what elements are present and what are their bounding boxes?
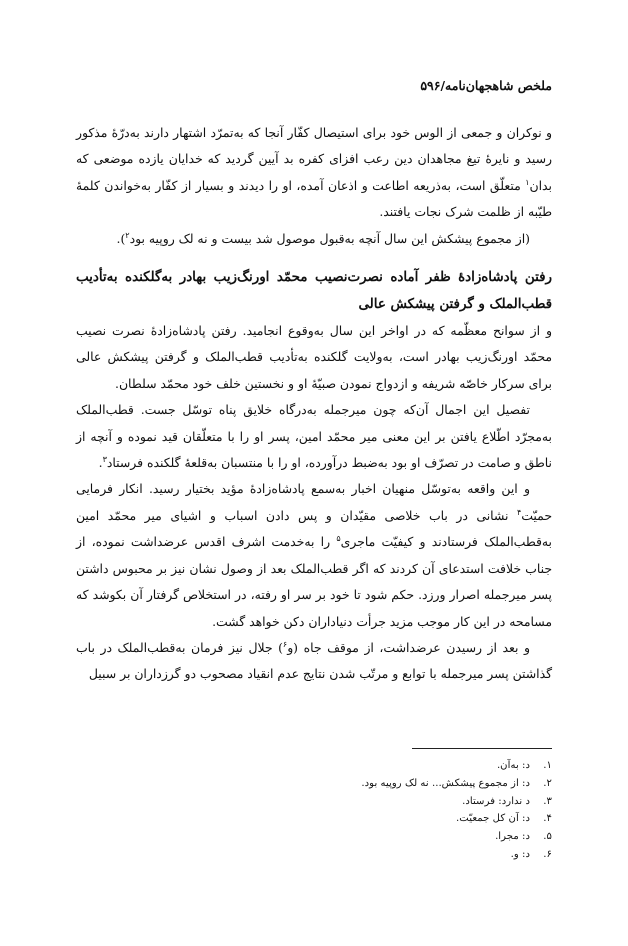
running-head: ملخص شاهجهان‌نامه/۵۹۶ (420, 78, 552, 93)
footnote-marker: ۶ (282, 639, 288, 649)
footnote-marker: ۵ (336, 534, 341, 544)
text-run: ). (116, 230, 126, 246)
footnote-text: د: و. (510, 848, 530, 860)
text-run: و این واقعه به‌توسّل منهیان اخبار به‌سمع پادشاه‌زادهٔ مؤید بختیار رسید. انکار فرمایی حمیّت (76, 481, 552, 523)
footnote-marker: ۲ (125, 230, 130, 240)
footnote-text: د: مجرا. (495, 831, 530, 843)
footnotes (76, 748, 552, 864)
paragraph-continuation (76, 120, 552, 226)
footnote-number: ۱. (543, 760, 552, 771)
text-run: نشانی در باب خلاصی مقیّدان و پس دادن اسباب و اشیای میر محمّد امین به‌قطب‌الملک فرستادند و کیفیّت ماجری (76, 507, 553, 550)
text-run: ) جلال نیز فرمان به‌قطب‌الملک در باب گذاشتن پسر میرجمله با توابع و مرتّب شدن نتایج عدم انقیاد مصحوب دو گرزداران بر سبیل (76, 639, 552, 682)
footnote-divider (412, 748, 552, 749)
footnote-number: ۲. (543, 777, 552, 789)
footnote-text: د: به‌آن. (496, 760, 530, 771)
text-run: تفصیل این اجمال آن‌که چون میرجمله به‌درگاه خلایق پناه توسّل جست. قطب‌الملک به‌مجرّد اطّلاع یافتن بر این معنی میر محمّد امین، پسر او را با متعلّقان قید نموده و آنچه از ناطق و صامت در تصرّف او بود به‌ضبط درآورده، او را با منتسبان به‌قلعهٔ گلکنده فرستاد (76, 402, 552, 471)
footnote-item (76, 810, 552, 828)
text-run: متعلّق است، به‌ذریعه اطاعت و اذعان آمده، او را دیدند و بسیار از کفّار به‌خواندن کلمهٔ طیّبه از ظلمت شرک نجات یافتند. (76, 177, 552, 220)
footnote-text: د: آن کل جمعیّت. (456, 813, 530, 825)
text-run: و بعد از رسیدن عرضداشت، از موقف جاه (و (287, 639, 530, 655)
footnote-number: ۵. (543, 831, 552, 843)
footnote-marker: ۳ (102, 454, 107, 464)
footnote-marker: ۱ (525, 177, 530, 187)
paragraph-report (76, 476, 552, 634)
footnote-item (76, 828, 552, 846)
paragraph-intro (76, 318, 552, 397)
paragraph-detail (76, 397, 552, 476)
paragraph-pishkash (76, 226, 552, 252)
text-run: را به‌خدمت اشرف اقدس عرضداشت نموده، از جناب خلافت استدعای آن کردند که اگر قطب‌الملک بعد از وصول نشان نیز بر محبوس داشتن پسر میرجمله اصرار ورزد. حکم شود تا خود بر سر او رفته، در استخلاص گرفتار آن بکوشد که مسامحه در این کار موجب مزید جرأت دنیاداران دکن خواهد گشت. (76, 534, 552, 629)
footnote-number: ۶. (543, 848, 552, 860)
footnote-item (76, 846, 552, 864)
footnote-item (76, 775, 552, 793)
footnote-text: د: از مجموع پیشکش... نه لک روپیه بود. (361, 777, 530, 789)
footnote-number: ۴. (543, 813, 552, 825)
footnote-item (76, 757, 552, 775)
text-run: . (98, 455, 103, 471)
main-text (76, 120, 552, 688)
text-run: و نوکران و جمعی از الوس خود برای استیصال کفّار آنجا که به‌تمرّد اشتهار دارند به‌درّهٔ مذکور رسید و نایرهٔ تیغ مجاهدان دین رعب افزای کفره بد آیین گردید که خدایان یازده موضعی که بدان (76, 125, 552, 193)
paragraph-decree (76, 635, 552, 688)
footnote-item (76, 793, 552, 811)
footnote-number: ۳. (543, 795, 552, 807)
text-run: (از مجموع پیشکش این سال آنچه به‌قبول موصول شد بیست و نه لک روپیه بود (129, 230, 530, 246)
footnote-text: د ندارد: فرستاد. (462, 795, 530, 807)
text-run: و از سوانح معظّمه که در اواخر این سال به‌وقوع انجامید. رفتن پادشاه‌زادهٔ نصرت نصیب محمّد اورنگ‌زیب بهادر است، به‌ولایت گلکنده به‌تأدیب قطب‌الملک و گرفتن پیشکش عالی برای سرکار خاصّه شریفه و ازدواج نمودن صبیّهٔ او و نخستین خلف خود محمّد سلطان. (76, 323, 552, 391)
section-heading: رفتن پادشاه‌زادهٔ ظفر آماده نصرت‌نصیب محمّد اورنگ‌زیب بهادر به‌گلکنده به‌تأدیب قطب‌الملک و گرفتن پیشکش عالی (76, 269, 552, 313)
footnote-marker: ۴ (516, 507, 522, 517)
